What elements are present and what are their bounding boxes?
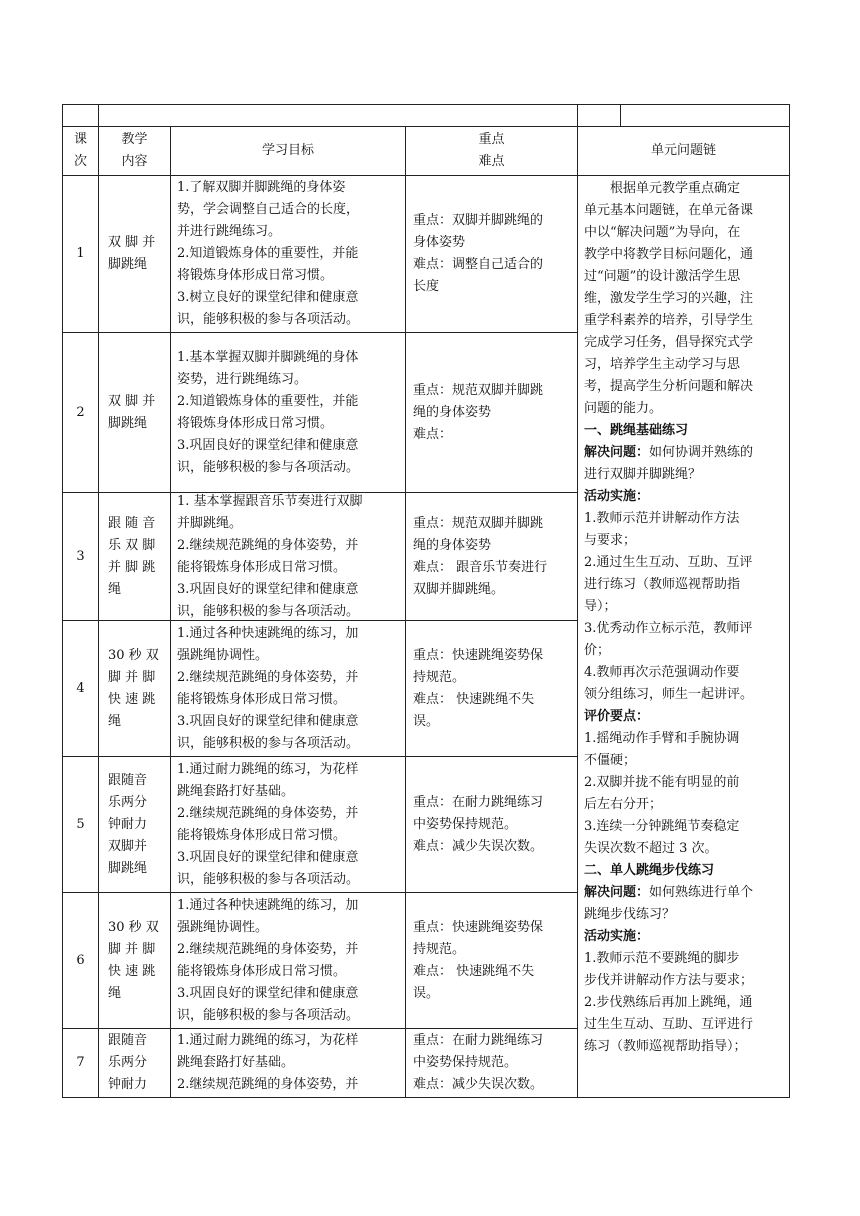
lesson-key-points: 重点：规范双脚并脚跳 绳的身体姿势 难点： 跟音乐节奏进行 双脚并脚跳绳。 [413, 515, 548, 597]
lesson-number: 7 [76, 1055, 85, 1070]
header-problem-chain: 单元问题链 [650, 143, 716, 158]
lesson-goals: 1.通过耐力跳绳的练习，为花样 跳绳套路打好基础。 2.继续规范跳绳的身体姿势，并 能将锻炼身体形成日常习惯。 3.巩固良好的课堂纪律和健康意 识，能够积极的参与各项活动。 [177, 761, 360, 887]
section-title: 二、单人跳绳步伐练习 [584, 863, 715, 878]
lesson-content: 30 秒 双 脚 并 脚 快 速 跳 绳 [108, 919, 159, 1001]
lesson-goals: 1.了解双脚并脚跳绳的身体姿 势，学会调整自己适合的长度， 并进行跳绳练习。 2.知道锻炼身体的重要性，并能 将锻炼身体形成日常习惯。 3.树立良好的课堂纪律和健康意 识，能够积极的参与各项活动。 [177, 180, 360, 327]
lesson-content: 双 脚 并 脚跳绳 [108, 235, 156, 272]
lesson-key-points: 重点：双脚并脚跳绳的 身体姿势 难点：调整自己适合的 长度 [413, 213, 544, 294]
header-key-points: 重点 难点 [478, 132, 505, 169]
lesson-number: 6 [76, 952, 85, 968]
lesson-content: 跟 随 音 乐 双 脚 并 脚 跳 绳 [108, 515, 156, 597]
lesson-key-points: 重点：在耐力跳绳练习 中姿势保持规范。 难点：减少失误次数。 [413, 794, 544, 854]
lesson-plan-table [62, 104, 790, 1098]
problem-text: 如何协调并熟练的 进行双脚并脚跳绳？ [584, 445, 754, 482]
label-activity: 活动实施： [584, 929, 650, 944]
label-solve-problem: 解决问题： [584, 885, 650, 900]
problem-chain-intro: 根据单元教学重点确定 单元基本问题链，在单元备课 中以“解决问题”为导向，在 教学中将教学目标问题化，通 过“问题”的设计激活学生思 维，激发学生学习的兴趣，注 重学科素养的培养，引导学生 完成学习任务，倡导探究式学 习，培养学生主动学习与思 考，提高学生分析问题和解决 问题的能力。 [584, 181, 754, 416]
lesson-key-points: 重点：快速跳绳姿势保 持规范。 难点： 快速跳绳不失 误。 [413, 647, 544, 729]
lesson-goals: 1.通过各种快速跳绳的练习，加 强跳绳协调性。 2.继续规范跳绳的身体姿势，并 能将锻炼身体形成日常习惯。 3.巩固良好的课堂纪律和健康意 识，能够积极的参与各项活动。 [177, 897, 360, 1023]
section-title: 一、跳绳基础练习 [584, 423, 689, 438]
label-evaluation: 评价要点： [584, 709, 650, 724]
lesson-goals: 1. 基本掌握跟音乐节奏进行双脚 并脚跳绳。 2.继续规范跳绳的身体姿势，并 能将锻炼身体形成日常习惯。 3.巩固良好的课堂纪律和健康意 识，能够积极的参与各项活动。 [177, 493, 363, 619]
lesson-content: 30 秒 双 脚 并 脚 快 速 跳 绳 [108, 647, 159, 729]
table-border-right [789, 104, 790, 1098]
lesson-content: 跟随音 乐两分 钟耐力 [108, 1033, 148, 1092]
activity-steps: 1.教师示范并讲解动作方法 与要求； 2.通过生生互动、互助、互评 进行练习（教师巡视帮助指 导）； 3.优秀动作立标示范，教师评 价； 4.教师再次示范强调动作要 领分组练习，师生一起讲评。 [584, 511, 754, 702]
table-rule [405, 126, 406, 1098]
label-solve-problem: 解决问题： [584, 445, 650, 460]
lesson-number: 2 [76, 404, 85, 420]
table-border-bottom [62, 1097, 790, 1098]
table-rule [620, 104, 621, 127]
lesson-number: 5 [76, 816, 85, 832]
lesson-number: 3 [76, 548, 85, 564]
lesson-goals: 1.通过各种快速跳绳的练习，加 强跳绳协调性。 2.继续规范跳绳的身体姿势，并 能将锻炼身体形成日常习惯。 3.巩固良好的课堂纪律和健康意 识，能够积极的参与各项活动。 [177, 625, 360, 751]
table-border-top [62, 104, 790, 105]
problem-chain-column [584, 178, 789, 1096]
header-goals: 学习目标 [261, 143, 314, 158]
label-activity: 活动实施： [584, 489, 650, 504]
table-rule [98, 104, 99, 1098]
problem-text: 如何熟练进行单个 跳绳步伐练习？ [584, 885, 754, 922]
lesson-content: 双 脚 并 脚跳绳 [108, 393, 156, 431]
lesson-goals: 1.基本掌握双脚并脚跳绳的身体 姿势，进行跳绳练习。 2.知道锻炼身体的重要性，并能 将锻炼身体形成日常习惯。 3.巩固良好的课堂纪律和健康意 识，能够积极的参与各项活动。 [177, 349, 360, 475]
table-rule [577, 104, 578, 1098]
header-content: 教学 内容 [121, 132, 148, 169]
lesson-goals: 1.通过耐力跳绳的练习，为花样 跳绳套路打好基础。 2.继续规范跳绳的身体姿势，并 [177, 1033, 359, 1092]
lesson-content: 跟随音 乐两分 钟耐力 双脚并 脚跳绳 [108, 772, 148, 876]
lesson-key-points: 重点：在耐力跳绳练习 中姿势保持规范。 难点：减少失误次数。 [413, 1033, 544, 1092]
problem-line [584, 442, 789, 486]
evaluation-points: 1.摇绳动作手臂和手腕协调 不僵硬； 2.双脚并拢不能有明显的前 后左右分开； 3.连续一分钟跳绳节奏稳定 失误次数不超过 3 次。 [584, 731, 740, 856]
header-lesson: 课 次 [73, 132, 87, 169]
problem-line [584, 882, 789, 926]
lesson-number: 4 [76, 680, 85, 696]
table-rule [170, 126, 171, 1098]
lesson-number: 1 [76, 246, 85, 261]
activity-steps: 1.教师示范不要跳绳的脚步 步伐并讲解动作方法与要求； 2.步伐熟练后再加上跳绳，通 过生生互动、互助、互评进行 练习（教师巡视帮助指导）； [584, 951, 754, 1054]
lesson-key-points: 重点：规范双脚并脚跳 绳的身体姿势 难点： [413, 382, 544, 442]
lesson-key-points: 重点：快速跳绳姿势保 持规范。 难点： 快速跳绳不失 误。 [413, 919, 544, 1001]
